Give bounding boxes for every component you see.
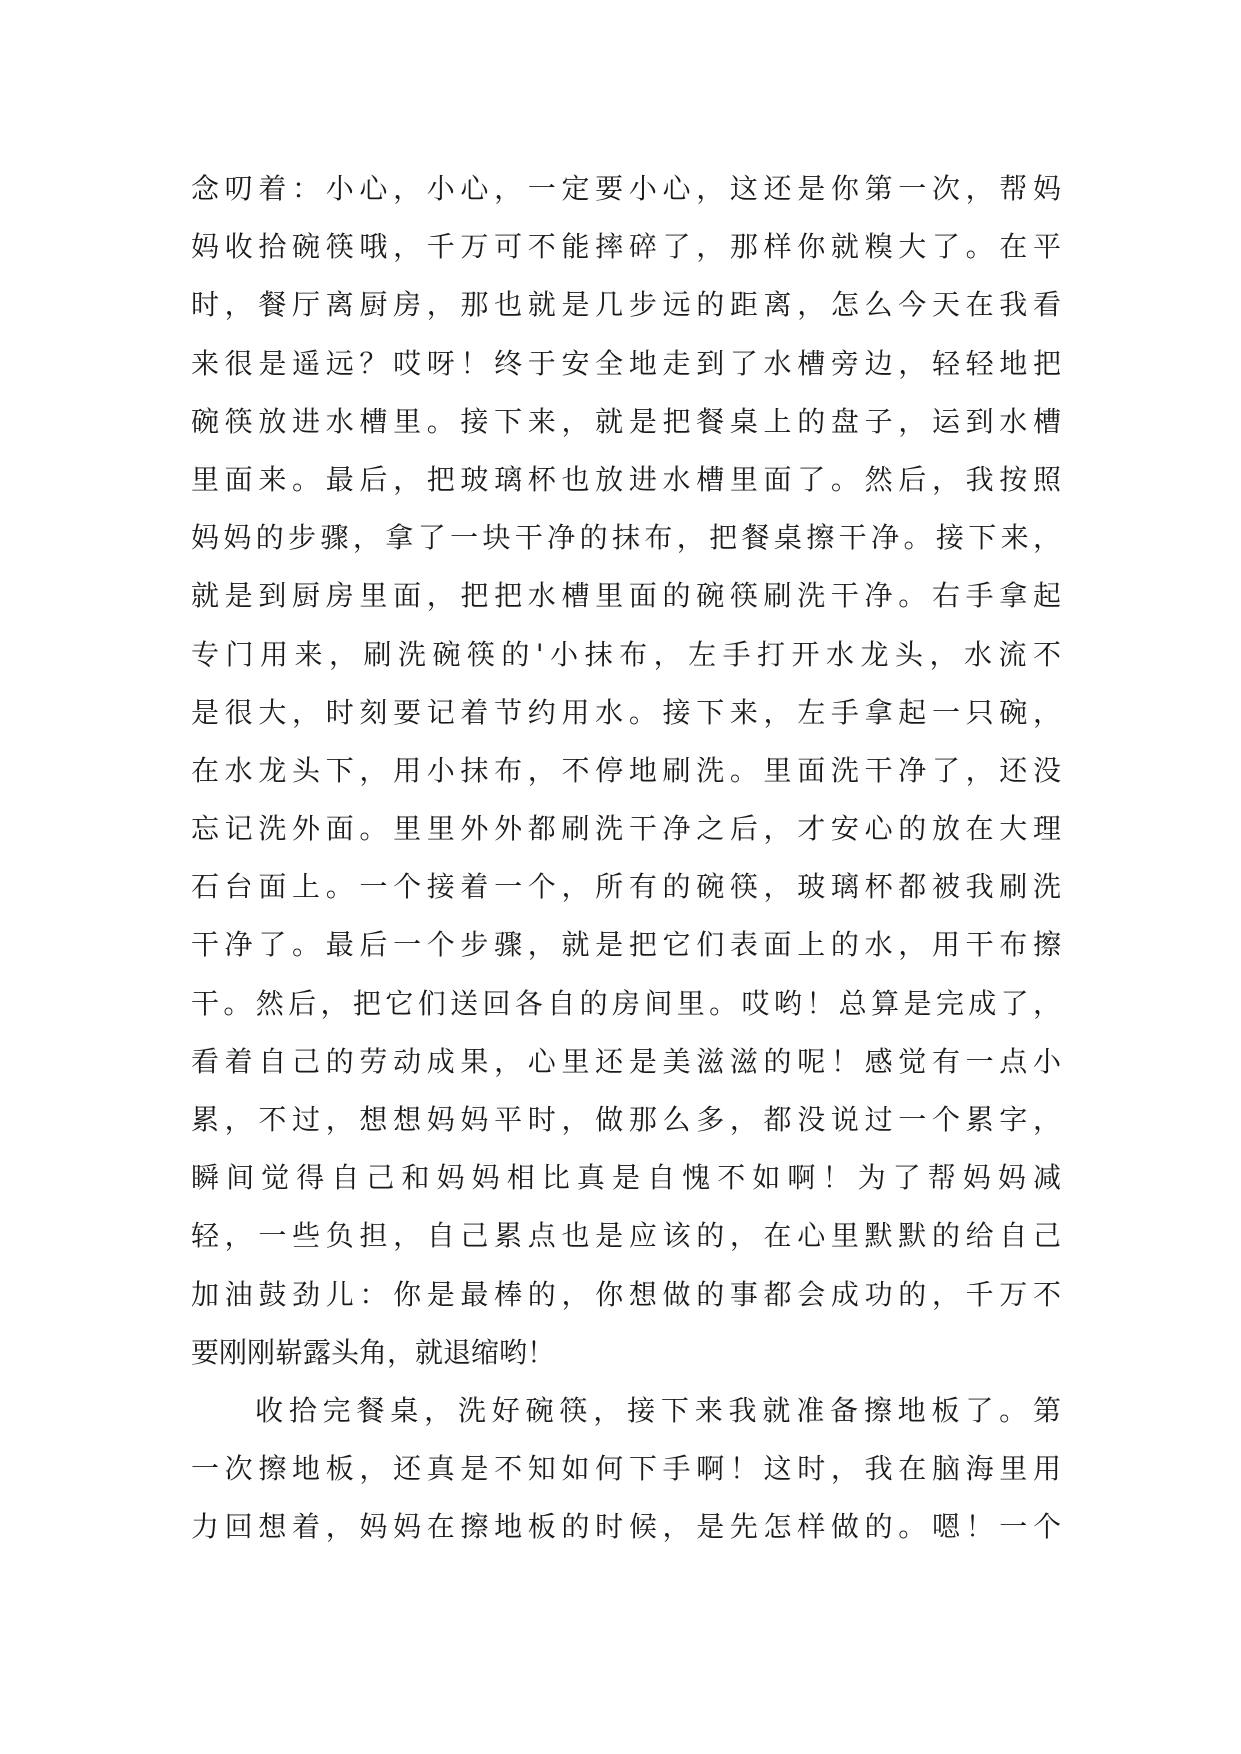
text-line: 一次擦地板，还真是不知如何下手啊！这时，我在脑海里用 <box>191 1452 1061 1486</box>
paragraph-start-line: 收拾完餐桌，洗好碗筷，接下来我就准备擦地板了。第 <box>255 1393 1061 1427</box>
text-line: 瞬间觉得自己和妈妈相比真是自愧不如啊！为了帮妈妈减 <box>191 1161 1061 1195</box>
text-line: 干净了。最后一个步骤，就是把它们表面上的水，用干布擦 <box>191 928 1061 962</box>
text-line: 里面来。最后，把玻璃杯也放进水槽里面了。然后，我按照 <box>191 462 1061 496</box>
text-line: 在水龙头下，用小抹布，不停地刷洗。里面洗干净了，还没 <box>191 753 1061 787</box>
text-line: 看着自己的劳动成果，心里还是美滋滋的呢！感觉有一点小 <box>191 1044 1061 1078</box>
text-line: 妈妈的步骤，拿了一块干净的抹布，把餐桌擦干净。接下来， <box>191 521 1061 555</box>
text-line: 是很大，时刻要记着节约用水。接下来，左手拿起一只碗， <box>191 695 1061 729</box>
text-line: 干。然后，把它们送回各自的房间里。哎哟！总算是完成了， <box>191 986 1061 1020</box>
text-line: 妈收拾碗筷哦，千万可不能摔碎了，那样你就糗大了。在平 <box>191 230 1061 264</box>
body-text <box>191 160 1061 1557</box>
text-line: 忘记洗外面。里里外外都刷洗干净之后，才安心的放在大理 <box>191 812 1061 846</box>
text-line: 力回想着，妈妈在擦地板的时候，是先怎样做的。嗯！一个 <box>191 1510 1061 1544</box>
text-line: 就是到厨房里面，把把水槽里面的碗筷刷洗干净。右手拿起 <box>191 579 1061 613</box>
text-line: 时，餐厅离厨房，那也就是几步远的距离，怎么今天在我看 <box>191 288 1061 322</box>
text-line: 石台面上。一个接着一个，所有的碗筷，玻璃杯都被我刷洗 <box>191 870 1061 904</box>
text-line: 来很是遥远？哎呀！终于安全地走到了水槽旁边，轻轻地把 <box>191 346 1061 380</box>
text-line: 加油鼓劲儿：你是最棒的，你想做的事都会成功的，千万不 <box>191 1277 1061 1311</box>
paragraph-end-line: 要刚刚崭露头角，就退缩哟！ <box>191 1335 556 1369</box>
text-line: 念叨着：小心，小心，一定要小心，这还是你第一次，帮妈 <box>191 172 1061 205</box>
text-line: 累，不过，想想妈妈平时，做那么多，都没说过一个累字， <box>191 1103 1061 1136</box>
text-line: 轻，一些负担，自己累点也是应该的，在心里默默的给自己 <box>191 1219 1061 1253</box>
text-line: 专门用来，刷洗碗筷的'小抹布，左手打开水龙头，水流不 <box>191 637 1061 671</box>
text-line: 碗筷放进水槽里。接下来，就是把餐桌上的盘子，运到水槽 <box>191 404 1061 438</box>
